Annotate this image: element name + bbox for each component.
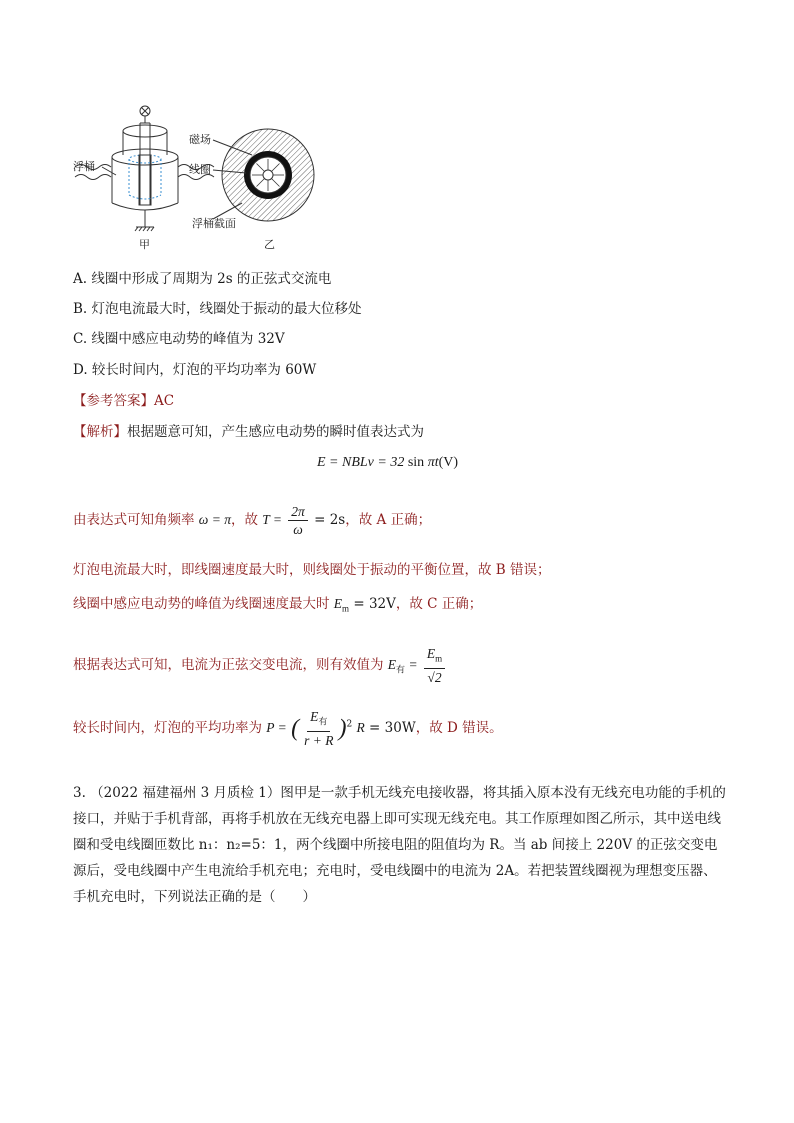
analysis-label: 【解析】: [73, 424, 127, 440]
label-fu-tong-jie-mian: 浮桶截面: [192, 217, 236, 230]
label-xian-quan: 线圈: [189, 163, 211, 176]
analysis-line-4: 根据表达式可知，电流为正弦交变电流，则有效值为 $E_有$ = $\frac{E_m}{√2}$: [73, 645, 447, 686]
answer-value: AC: [154, 393, 175, 409]
figure-float-bucket: [70, 95, 390, 255]
option-a: A. 线圈中形成了周期为 2s 的正弦式交流电: [73, 271, 332, 287]
answer-label: 【参考答案】: [73, 393, 154, 409]
analysis-intro-text: 根据题意可知，产生感应电动势的瞬时值表达式为: [127, 424, 424, 440]
analysis-line-2: 灯泡电流最大时，即线圈速度最大时，则线圈处于振动的平衡位置，故 B 错误；: [73, 562, 551, 578]
option-c: C. 线圈中感应电动势的峰值为 32V: [73, 331, 285, 347]
figure-yi: [189, 129, 314, 251]
analysis-line-3: 线圈中感应电动势的峰值为线圈速度最大时 $E_m = 32V$，故 C 正确；: [73, 596, 483, 614]
question-3: 3. （2022 福建福州 3 月质检 1）图甲是一款手机无线充电接收器，将其插入原本没有无线充电功能的手机的接口，并贴于手机背部，再将手机放在无线充电器上即可实现无线充电。其工作原理如图乙所示，其中送电线圈和受电线圈匝数比 n₁：n₂=5：1，两个线圈中所接电阻的阻值均为 R。当 ab 间接上 220V 的正弦交变电源后，受电线圈中产生电流给手机充电；充电时，受电线圈中的电流为 2A。若把装置线圈视为理想变压器、手机充电时，下列说法正确的是（ ）: [73, 785, 726, 905]
option-d: D. 较长时间内，灯泡的平均功率为 60W: [73, 362, 317, 378]
label-yi: 乙: [264, 238, 275, 251]
analysis-line-5: 较长时间内，灯泡的平均功率为 P = ( $\frac{E_有}{r + R}$ )$^2$ R = 30W，故 D 错误。: [73, 709, 503, 748]
label-ci-chang: 磁场: [189, 133, 211, 146]
option-b: B. 灯泡电流最大时，线圈处于振动的最大位移处: [73, 301, 362, 317]
label-fu-tong: 浮桶: [73, 160, 95, 173]
analysis-intro: [73, 423, 424, 441]
reference-answer: [73, 392, 174, 410]
formula-emf: E = NBLv = 32 sin πt(V): [317, 455, 459, 470]
analysis-line-1: 由表达式可知角频率 ω = π，故 T = $\frac{2\pi}{\omega}$ = 2s，故 A 正确；: [73, 504, 432, 537]
label-jia: 甲: [139, 238, 150, 251]
